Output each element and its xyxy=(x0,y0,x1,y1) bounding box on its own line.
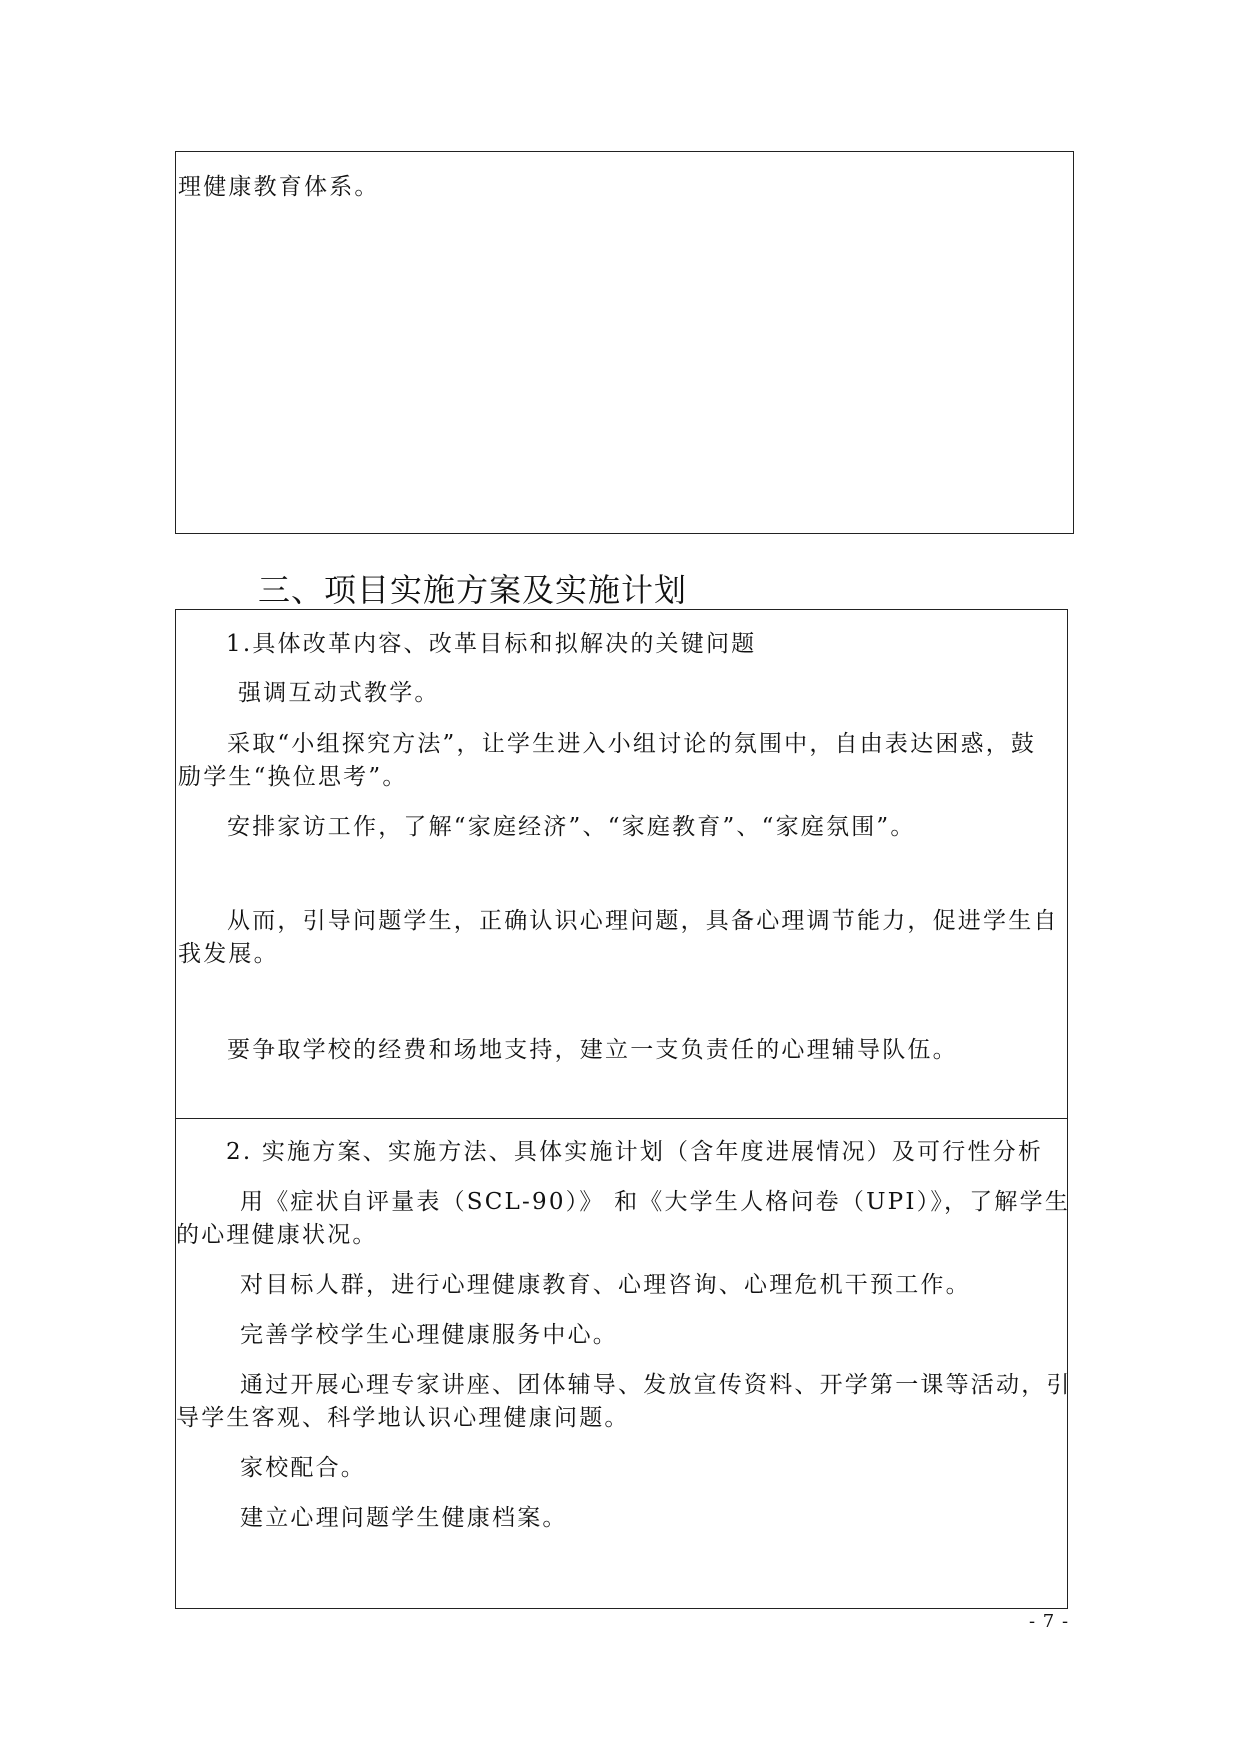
section2-paragraph: 对目标人群，进行心理健康教育、心理咨询、心理危机干预工作。 xyxy=(240,1272,971,1298)
section2-paragraph: 的心理健康状况。 xyxy=(176,1222,378,1248)
section1-paragraph: 要争取学校的经费和场地支持，建立一支负责任的心理辅导队伍。 xyxy=(227,1037,958,1063)
section1-title: 1.具体改革内容、改革目标和拟解决的关键问题 xyxy=(226,631,757,657)
section1-paragraph: 励学生“换位思考”。 xyxy=(178,764,408,790)
section1-paragraph: 安排家访工作，了解“家庭经济”、“家庭教育”、“家庭氛围”。 xyxy=(227,814,916,840)
section-heading: 三、项目实施方案及实施计划 xyxy=(258,571,688,609)
page-number: - 7 - xyxy=(1029,1611,1070,1632)
section1-paragraph: 采取“小组探究方法”，让学生进入小组讨论的氛围中，自由表达困惑，鼓 xyxy=(227,731,1037,757)
top-box-text: 理健康教育体系。 xyxy=(178,174,380,200)
section2-title: 2. 实施方案、实施方法、具体实施计划（含年度进展情况）及可行性分析 xyxy=(226,1139,1044,1165)
section2-paragraph: 通过开展心理专家讲座、团体辅导、发放宣传资料、开学第一课等活动，引 xyxy=(240,1372,1072,1398)
top-content-box xyxy=(175,151,1074,534)
section2-paragraph: 用《症状自评量表（SCL-90）》 和《大学生人格问卷（UPI）》，了解学生 xyxy=(240,1189,1071,1215)
section1-paragraph: 强调互动式教学。 xyxy=(238,680,440,706)
section2-paragraph: 完善学校学生心理健康服务中心。 xyxy=(240,1322,618,1348)
section1-paragraph: 我发展。 xyxy=(178,941,279,967)
section2-paragraph: 导学生客观、科学地认识心理健康问题。 xyxy=(176,1405,630,1431)
section1-paragraph: 从而，引导问题学生，正确认识心理问题，具备心理调节能力，促进学生自 xyxy=(227,908,1059,934)
section2-paragraph: 建立心理问题学生健康档案。 xyxy=(240,1505,568,1531)
section2-paragraph: 家校配合。 xyxy=(240,1455,366,1481)
